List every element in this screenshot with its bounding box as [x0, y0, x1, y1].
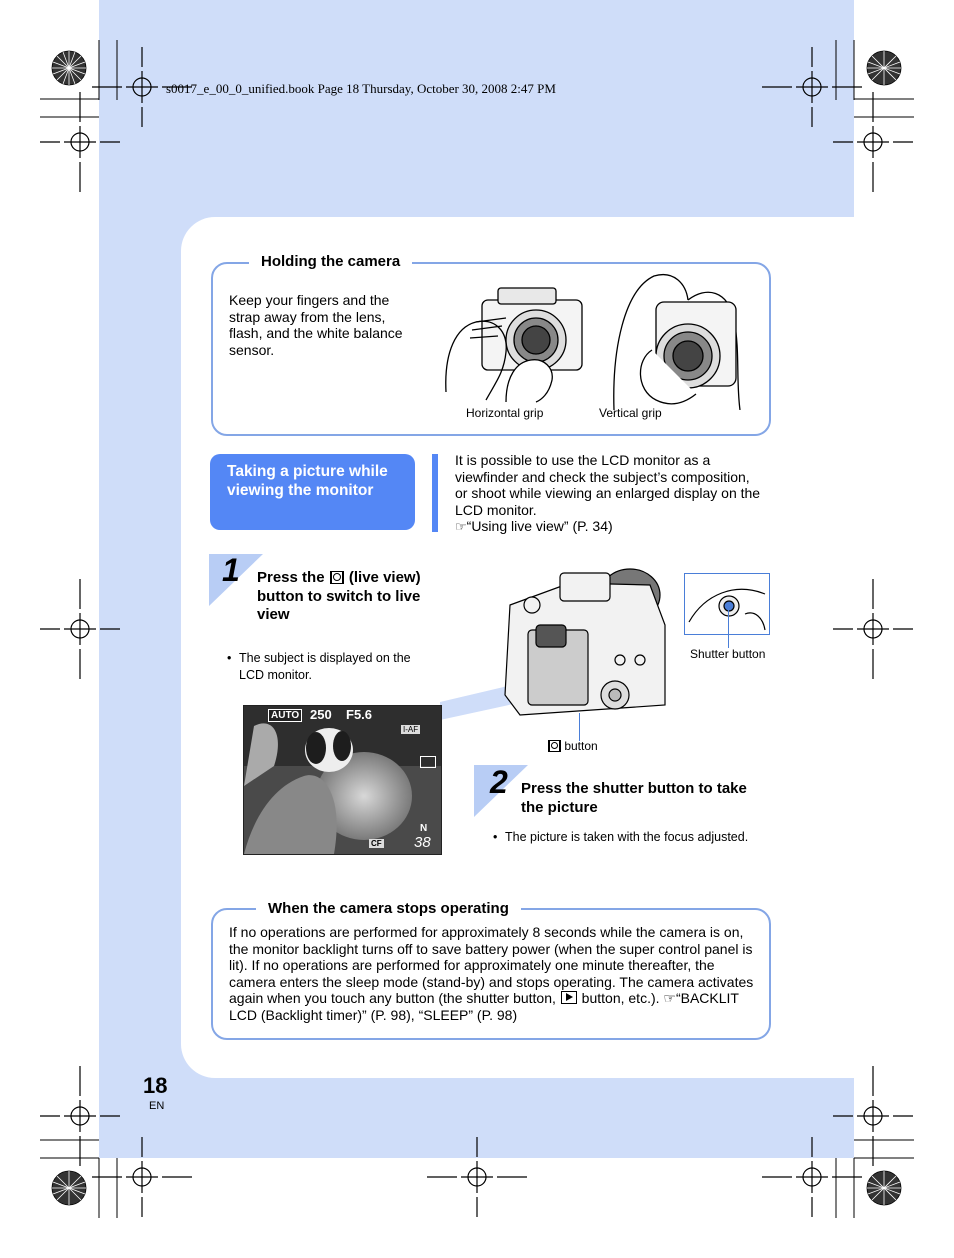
step1-title [257, 569, 437, 625]
shutter-button-label: Shutter button [690, 647, 766, 661]
lcd-quality: N [420, 823, 428, 834]
bullet-dot: • [227, 651, 232, 665]
page-number: 18 [143, 1073, 168, 1098]
live-view-section-tab: Taking a picture while viewing the monitor [210, 454, 415, 530]
step1-bullet [227, 650, 437, 683]
lcd-card: CF [371, 839, 382, 848]
shutter-pointer [728, 610, 729, 648]
lcd-camera-icon [420, 756, 436, 768]
step2-bullet [493, 830, 783, 844]
camera-back-illustration [500, 565, 680, 720]
vertical-grip-illustration [606, 270, 746, 410]
holding-camera-title: Holding the camera [249, 253, 412, 270]
step2-title: Press the shutter button to take the picture [521, 780, 747, 816]
lcd-live-view-screen [243, 705, 442, 855]
live-view-button-pointer [579, 713, 580, 741]
shutter-inset [684, 573, 770, 635]
button-label-text: button [561, 739, 598, 753]
live-view-button-icon [330, 571, 344, 584]
language-code: EN [149, 1100, 165, 1112]
live-view-reference: “Using live view” (P. 34) [466, 518, 613, 534]
playback-icon [561, 991, 577, 1004]
step1-number: 1 [222, 552, 240, 588]
holding-camera-body: Keep your fingers and the strap away from the lens, flash, and the white balance sensor. [229, 292, 403, 358]
lcd-mode: AUTO [268, 709, 302, 722]
lcd-shutter: 250 [310, 707, 332, 722]
step2-number: 2 [490, 764, 508, 800]
bullet-dot: • [493, 830, 498, 844]
lcd-af-mode: I-AF [403, 725, 419, 734]
intro-accent-bar [432, 454, 438, 532]
reference-icon: ☞ [663, 990, 676, 1006]
book-info-header: s0017_e_00_0_unified.book Page 18 Thursday, October 30, 2008 2:47 PM [166, 81, 556, 96]
live-view-intro [455, 452, 765, 536]
live-view-button-label [548, 738, 598, 753]
live-view-button-icon [548, 740, 561, 752]
camera-stops-text-2: button, etc.). [577, 990, 664, 1006]
lcd-aperture: F5.6 [346, 707, 373, 722]
camera-stops-title: When the camera stops operating [256, 900, 521, 917]
live-view-intro-text: It is possible to use the LCD monitor as a viewfinder and check the subject’s composition, or shoot while viewing an enlarged display on the LCD monitor. [455, 452, 761, 518]
camera-stops-body [229, 924, 754, 1023]
lcd-shot-count: 38 [414, 834, 431, 851]
camera-stops-reference: “BACKLIT LCD (Backlight timer)” (P. 98), “SLEEP” (P. 98) [229, 990, 739, 1023]
camera-stops-text-1: If no operations are performed for approximately 8 seconds while the camera is on, the monitor backlight turns off to save battery power (when the super control panel is lit). If no operations are performed for approximately one minute thereafter, the camera enters the sleep mode (stand-by) and stops operating. The camera activates again when you touch any button (the shutter button, [229, 924, 754, 1006]
step1-bullet-text: The subject is displayed on the LCD monitor. [239, 651, 411, 682]
step1-title-start: Press the [257, 569, 329, 586]
shutter-inset-drawing [685, 574, 769, 634]
vertical-grip-caption: Vertical grip [599, 406, 662, 420]
step1-title-end: (live view) button to switch to live view [257, 569, 421, 623]
horizontal-grip-illustration [436, 282, 596, 404]
horizontal-grip-caption: Horizontal grip [466, 406, 544, 420]
reference-icon: ☞ [455, 519, 467, 534]
step2-bullet-text: The picture is taken with the focus adjusted. [505, 830, 749, 844]
